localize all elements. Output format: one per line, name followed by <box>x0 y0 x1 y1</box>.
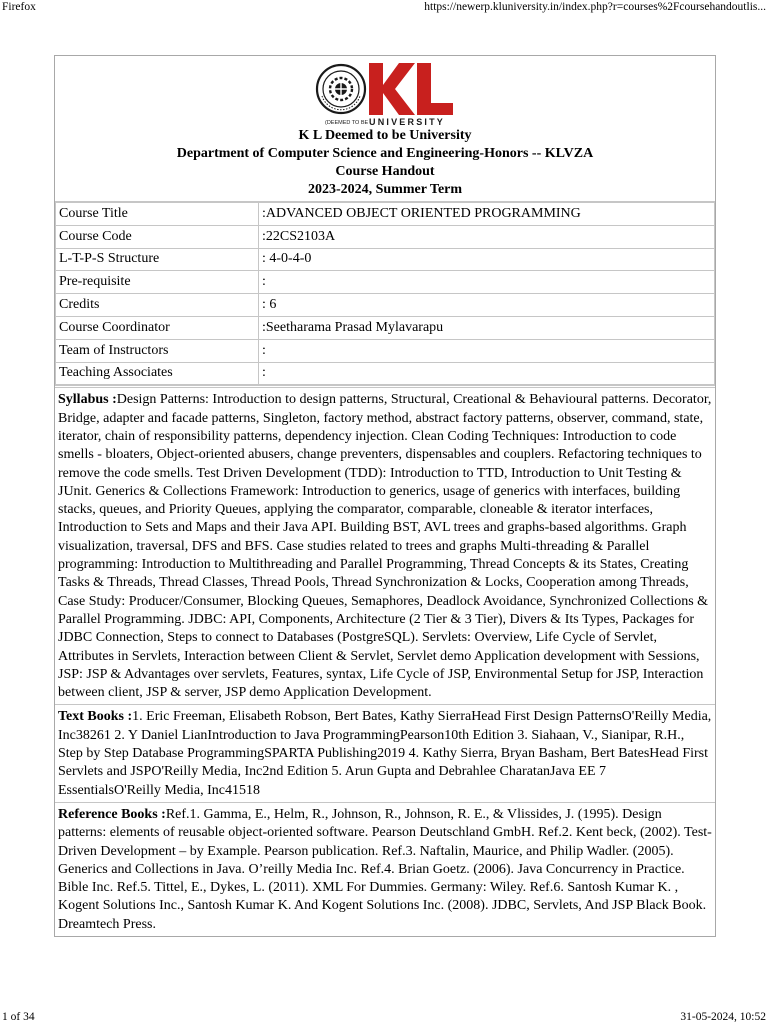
info-value: : 6 <box>259 294 715 317</box>
page-url: https://newerp.kluniversity.in/index.php?r=courses%2Fcoursehandoutlis... <box>424 1 766 13</box>
university-seal-icon <box>317 65 365 113</box>
info-label: Credits <box>56 294 259 317</box>
course-info-table <box>55 202 715 385</box>
department-name: Department of Computer Science and Engineering-Honors -- KLVZA <box>176 146 594 161</box>
info-value: : <box>259 271 715 294</box>
print-header <box>0 0 768 16</box>
kl-university-logo <box>313 59 457 127</box>
handout-header <box>55 56 715 202</box>
course-handout <box>54 55 716 937</box>
info-row <box>56 294 715 317</box>
syllabus-label: Syllabus : <box>58 392 117 408</box>
info-row <box>56 339 715 362</box>
page-count: 1 of 34 <box>2 1011 35 1023</box>
info-label: Teaching Associates <box>56 362 259 385</box>
info-label: Pre-requisite <box>56 271 259 294</box>
info-row <box>56 203 715 226</box>
info-label: L-T-P-S Structure <box>56 248 259 271</box>
reference-books-label: Reference Books : <box>58 806 166 822</box>
info-label: Course Code <box>56 225 259 248</box>
text-books-label: Text Books : <box>58 709 133 725</box>
info-label: Team of Instructors <box>56 339 259 362</box>
print-timestamp: 31-05-2024, 10:52 <box>680 1011 766 1023</box>
academic-term: 2023-2024, Summer Term <box>307 182 463 197</box>
info-row <box>56 225 715 248</box>
info-value: :ADVANCED OBJECT ORIENTED PROGRAMMING <box>259 203 715 226</box>
info-value: : 4-0-4-0 <box>259 248 715 271</box>
reference-books-text: Ref.1. Gamma, E., Helm, R., Johnson, R., Johnson, R. E., & Vlissides, J. (1995). Design patterns: elements of reusable object-oriented software. Pearson Deutschland GmbH. Ref.2. Kent beck, (2002). Test-Driven Development – by Example. Pearson publication. Ref.3. Naftalin, Maurice, and Philip Wadler. (2005). Generics and Collections in Java. O’reilly Media Inc. Ref.4. Brian Goetz. (2006). Java Concurrency in Practice. Bible Inc. Ref.5. Tittel, E., Dykes, L. (2011). XML For Dummies. Germany: Wiley. Ref.6. Santosh Kumar K. , Kogent Solutions Inc., Santosh Kumar K. And Kogent Solutions Inc. (2008). JDBC, Servlets, And JSP Black Book. Dreamtech Press. <box>58 806 712 932</box>
browser-name: Firefox <box>2 1 36 13</box>
syllabus-section <box>55 385 715 704</box>
text-books-text: 1. Eric Freeman, Elisabeth Robson, Bert Bates, Kathy SierraHead First Design PatternsO'Reilly Media, Inc38261 2. Y Daniel LianIntroduction to Java ProgrammingPearson10th Edition 3. Siahaan, V., Sianipar, R.H., Step by Step Database ProgrammingSPARTA Publishing2019 4. Kathy Sierra, Bryan Basham, Bert BatesHead First Servlets and JSPO'Reilly Media, Inc2nd Edition 5. Arun Gupta and Debrahlee CharatanJava EE 7 EssentialsO'Reilly Media, Inc41518 <box>58 709 712 798</box>
info-row <box>56 248 715 271</box>
info-value: : <box>259 362 715 385</box>
info-label: Course Coordinator <box>56 316 259 339</box>
syllabus-text: Design Patterns: Introduction to design patterns, Structural, Creational & Behavioural patterns. Decorator, Bridge, adapter and facade patterns, Singleton, factory method, abstract factory patterns, observer, command, state, iterator, chain of responsibility patterns, dependency injection. Clean Coding Techniques: Introduction to code smells - bloaters, Object-oriented abusers, change preventers, dispensables and couplers. Refactoring techniques to remove the code smells. Test Driven Development (TDD): Introduction to TTD, Introduction to Unit Testing & JUnit. Generics & Collections Framework: Introduction to generics, usage of generics with interfaces, building stacks, queues, and Priority Queues, applying the comparator, comparable, cloneable & iterator interfaces, Introduction to Sets and Maps and their Java API. Building BST, AVL trees and graphs-based algorithms. Graph visualization, traversal, DFS and BFS. Case studies related to trees and graphs Multi-threading & Parallel programming: Introduction to Multithreading and Parallel Programming, Thread Concepts & its States, Creating Tasks & Threads, Thread Classes, Thread Pools, Thread Synchronization & Locks, Cooperation among Threads, Case Study: Producer/Consumer, Blocking Queues, Semaphores, Deadlock Avoidance, Synchronized Collections & Parallel Programming. JDBC: API, Components, Architecture (2 Tier & 3 Tier), Divers & Its Types, Packages for JDBC Connection, Steps to connect to Databases (PostgreSQL). Servlets: Overview, Life Cycle of Servlet, Attributes in Servlets, Interaction between Client & Servlet, Servlet demo Application development with Sessions, JSP: JSP & Advantages over servlets, Features, syntax, Life Cycle of JSP, Environmental Setup for JSP, Interaction between client, JSP & server, JSP demo Application Development. <box>58 392 712 701</box>
kl-wordmark-icon <box>369 63 453 115</box>
university-name: K L Deemed to be University <box>298 128 472 143</box>
logo-deemed-text: (DEEMED TO BE <box>325 120 369 126</box>
info-row <box>56 271 715 294</box>
info-value: :Seetharama Prasad Mylavarapu <box>259 316 715 339</box>
info-value: :22CS2103A <box>259 225 715 248</box>
info-row <box>56 316 715 339</box>
info-label: Course Title <box>56 203 259 226</box>
logo-subword-text: UNIVERSITY <box>369 117 446 127</box>
document-type: Course Handout <box>335 164 435 179</box>
info-value: : <box>259 339 715 362</box>
text-books-section <box>55 704 715 801</box>
info-row <box>56 362 715 385</box>
reference-books-section <box>55 802 715 936</box>
